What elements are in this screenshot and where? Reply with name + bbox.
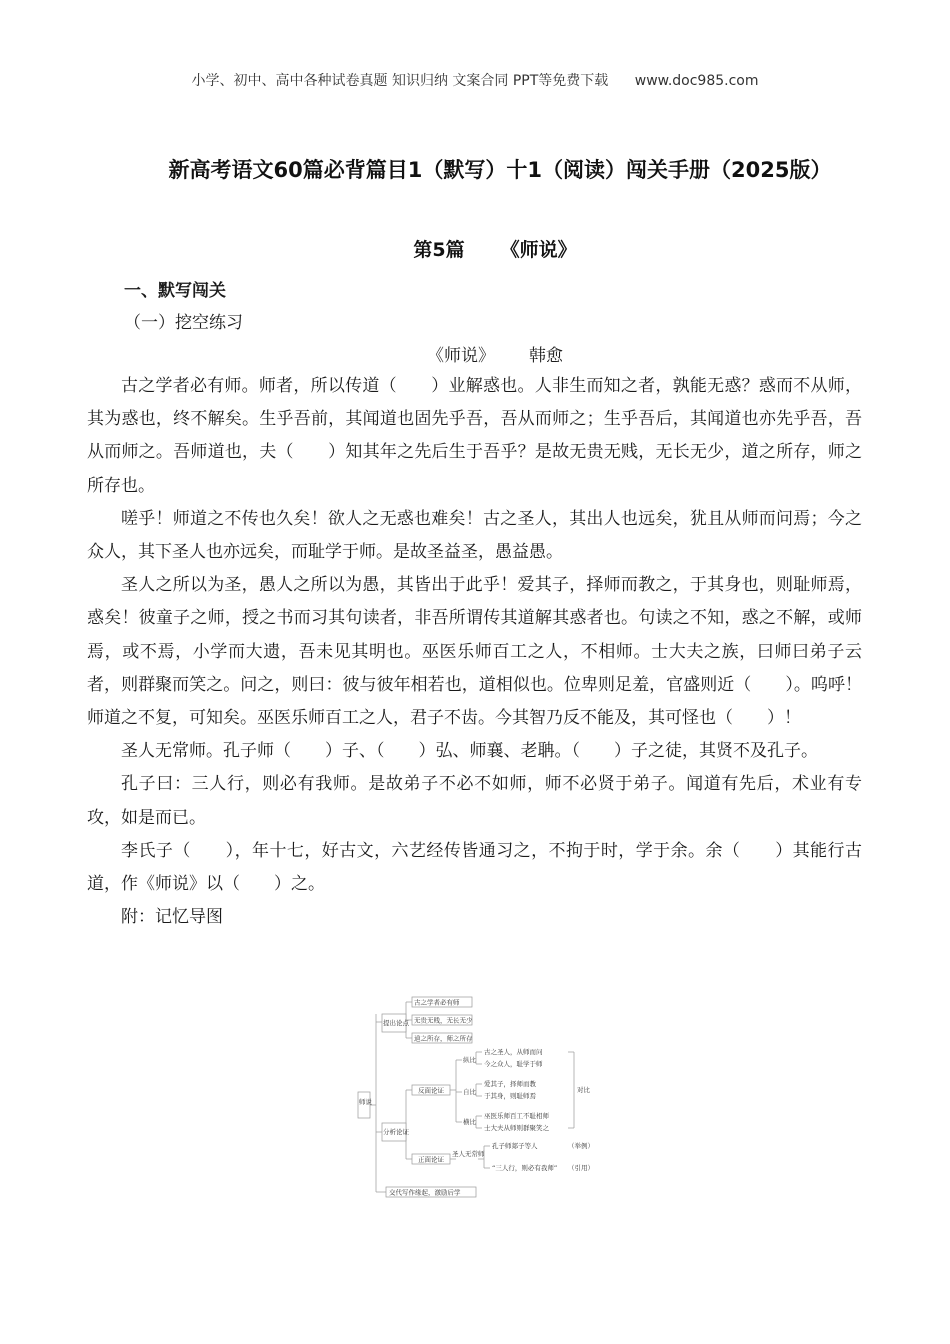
poem-body [87,370,862,934]
mindmap-node: 古之学者必有师 [414,998,460,1007]
paragraph: 圣人之所以为圣，愚人之所以为愚，其皆出于此乎！爱其子，择师而教之，于其身也，则耻师焉，惑矣！彼童子之师，授之书而习其句读者，非吾所谓传其道解其惑者也。句读之不知，惑之不解，或师焉，或不焉，小学而大遗，吾未见其明也。巫医乐师百工之人，不相师。士大夫之族，曰师曰弟子云者，则群聚而笑之。问之，则曰：彼与彼年相若也，道相似也。位卑则足羞，官盛则近（ ）。呜呼！师道之不复，可知矣。巫医乐师百工之人，君子不齿。今其智乃反不能及，其可怪也（ ）！ [87,575,862,729]
mindmap-node: 古之圣人，从师而问 [484,1048,543,1056]
mindmap-node: 反面论证 [418,1086,444,1095]
header-slogan: 小学、初中、高中各种试卷真题 知识归纳 文案合同 PPT等免费下载 [191,73,609,89]
mindmap-tag: （引用） [568,1164,594,1172]
chapter-work: 《师说》 [500,239,577,261]
mind-map [356,992,606,1204]
poem-title: 《师说》 [427,346,495,366]
paragraph: 嗟乎！师道之不传也久矣！欲人之无惑也难矣！古之圣人，其出人也远矣，犹且从师而问焉；今之众人，其下圣人也亦远矣，而耻学于师。是故圣益圣，愚益愚。 [87,508,862,563]
document-title: 新高考语文60篇必背篇目1（默写）十1（阅读）闯关手册（2025版） [168,158,832,182]
mindmap-node: 士大夫从师则群聚笑之 [484,1124,549,1132]
poem-heading [0,341,950,366]
mindmap-node: 纵比 [463,1056,476,1064]
mindmap-node: 巫医乐师百工不耻相师 [484,1112,549,1120]
chapter-number: 第5篇 [413,239,465,261]
mindmap-node: 自比 [463,1088,476,1096]
page-header [0,70,950,90]
subsection-heading: （一）挖空练习 [124,313,243,333]
mindmap-node: 于其身，则耻师焉 [484,1092,536,1100]
appendix-label: 附：记忆导图 [121,907,223,928]
poem-author: 韩愈 [529,346,563,366]
paragraph: 圣人无常师。孔子师（ ）子、（ ）弘、师襄、老聃。（ ）子之徒，其贤不及孔子。 [121,741,818,762]
mindmap-node: “三人行，则必有我师” [492,1164,558,1172]
mindmap-node: 今之众人，耻学于师 [484,1060,543,1068]
mindmap-node: 横比 [463,1118,476,1126]
mindmap-root: 师说 [359,1098,372,1106]
paragraph: 李氏子（ ），年十七，好古文，六艺经传皆通习之，不拘于时，学于余。余（ ）其能行古道，作《师说》以（ ）之。 [87,840,862,895]
mindmap-node: 爱其子，择师而教 [484,1080,536,1088]
section-heading: 一、默写闯关 [124,281,226,301]
chapter-title [0,235,950,262]
header-site-link[interactable]: www.doc985.com [634,73,759,89]
mindmap-tag: （举例） [568,1142,594,1150]
mindmap-branch: 分析论证 [383,1128,409,1136]
mindmap-node: 交代写作缘起，激励后学 [389,1188,461,1197]
mindmap-node: 孔子师郯子等人 [492,1142,538,1150]
paragraph: 孔子曰：三人行，则必有我师。是故弟子不必不如师，师不必贤于弟子。闻道有先后，术业有专攻，如是而已。 [87,774,862,828]
mindmap-node: 对比 [577,1086,590,1094]
paragraph: 古之学者必有师。师者，所以传道（ ）业解惑也。人非生而知之者，孰能无惑？惑而不从师，其为惑也，终不解矣。生乎吾前，其闻道也固先乎吾，吾从而师之；生乎吾后，其闻道也亦先乎吾，吾从而师之。吾师道也，夫（ ）知其年之先后生于吾乎？是故无贵无贱，无长无少，道之所存，师之所存也。 [87,376,862,496]
mindmap-node: 圣人无常师 [452,1150,485,1158]
mindmap-node: 无贵无贱，无长无少 [414,1016,473,1025]
mindmap-node: 道之所存，师之所存 [414,1034,473,1043]
mindmap-branch: 提出论点 [383,1019,409,1027]
mindmap-node: 正面论证 [418,1155,444,1164]
